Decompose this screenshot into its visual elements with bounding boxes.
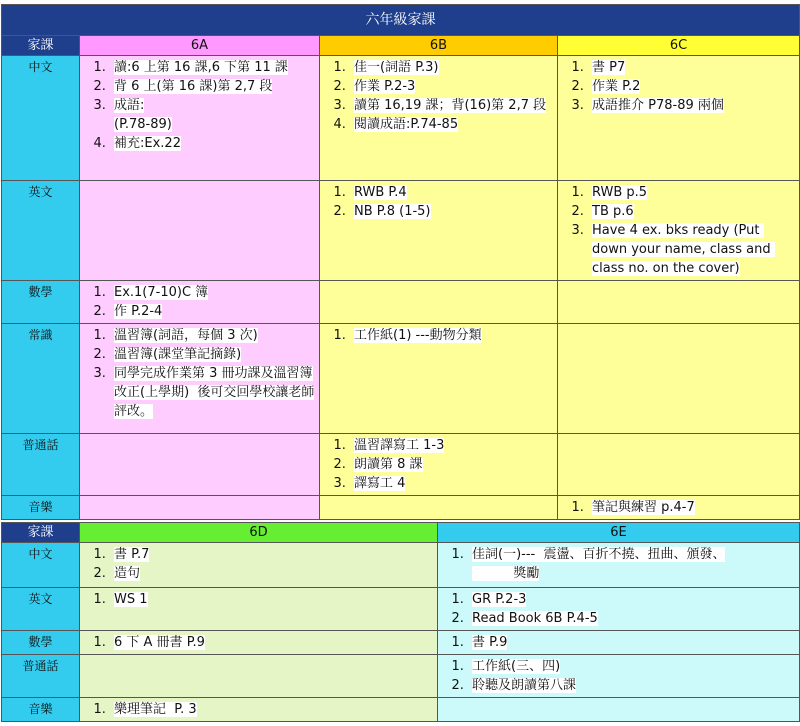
homework-item-text: 作業 P.2 xyxy=(592,79,641,94)
homework-item xyxy=(468,676,795,695)
subject-label: 英文 xyxy=(2,181,80,281)
subject-label: 數學 xyxy=(2,631,80,655)
homework-item-text: 佳一(詞語 P.3) xyxy=(354,60,439,75)
corner-label-2: 家課 xyxy=(2,523,80,543)
homework-item xyxy=(110,283,315,302)
subject-label: 普通話 xyxy=(2,655,80,698)
homework-list xyxy=(558,496,799,519)
homework-item-text: 造句 xyxy=(114,566,141,581)
homework-item-text: Ex.1(7-10)C 簿 xyxy=(114,285,209,300)
homework-item xyxy=(110,564,433,583)
subject-label: 數學 xyxy=(2,281,80,324)
homework-item-text: RWB P.4 xyxy=(354,185,407,200)
homework-item-text: 6 下 A 冊書 P.9 xyxy=(114,635,205,650)
homework-item xyxy=(468,633,795,652)
homework-item xyxy=(110,590,433,609)
homework-item-text: 補充:Ex.22 xyxy=(114,136,181,151)
homework-item-text: 筆記與練習 p.4-7 xyxy=(592,500,695,515)
homework-list xyxy=(80,588,437,611)
homework-cell-6a xyxy=(80,496,320,520)
homework-cell-6a xyxy=(80,56,320,181)
homework-row xyxy=(2,281,800,324)
homework-row xyxy=(2,631,800,655)
homework-list xyxy=(558,56,799,117)
homework-item xyxy=(350,115,553,134)
homework-item xyxy=(110,96,315,134)
homework-item-text: 工作紙(三、四) xyxy=(472,659,561,674)
homework-item-text: Have 4 ex. bks ready (Put down your name, class and class no. on the cover) xyxy=(592,223,775,276)
homework-list xyxy=(438,543,799,585)
subject-label: 音樂 xyxy=(2,698,80,722)
homework-cell-6d xyxy=(80,698,438,722)
homework-item xyxy=(468,609,795,628)
homework-item xyxy=(588,221,795,278)
homework-item-text: NB P.8 (1-5) xyxy=(354,204,431,219)
class-header-6d: 6D xyxy=(80,523,438,543)
homework-cell-6c xyxy=(558,56,800,181)
homework-item xyxy=(110,545,433,564)
homework-item xyxy=(110,58,315,77)
homework-row xyxy=(2,181,800,281)
homework-item xyxy=(350,474,553,493)
homework-cell-6e xyxy=(438,588,800,631)
homework-item xyxy=(110,364,315,421)
homework-item-text: 成語: (P.78-89) xyxy=(114,98,172,132)
homework-item-text: 工作紙(1) ---動物分類 xyxy=(354,328,482,343)
homework-list xyxy=(80,543,437,585)
homework-list xyxy=(438,655,799,697)
homework-item xyxy=(350,77,553,96)
subject-label: 音樂 xyxy=(2,496,80,520)
class-header-6a: 6A xyxy=(80,36,320,56)
homework-cell-6b xyxy=(320,281,558,324)
homework-list xyxy=(80,281,319,323)
homework-list xyxy=(80,56,319,155)
homework-cell-6e xyxy=(438,655,800,698)
homework-item xyxy=(350,96,553,115)
homework-table-1 xyxy=(1,4,800,520)
homework-item xyxy=(350,455,553,474)
homework-cell-6c xyxy=(558,281,800,324)
homework-item xyxy=(468,590,795,609)
homework-item-text: 作 P.2-4 xyxy=(114,304,163,319)
homework-cell-6a xyxy=(80,434,320,496)
class-header-6c: 6C xyxy=(558,36,800,56)
homework-item xyxy=(588,77,795,96)
homework-item-text: TB p.6 xyxy=(592,204,634,219)
homework-row xyxy=(2,588,800,631)
homework-cell-6c xyxy=(558,181,800,281)
homework-item xyxy=(350,436,553,455)
class-header-6e: 6E xyxy=(438,523,800,543)
homework-item-text: 溫習簿(課堂筆記摘錄) xyxy=(114,347,242,362)
homework-item xyxy=(110,326,315,345)
homework-cell-6d xyxy=(80,588,438,631)
homework-item xyxy=(110,134,315,153)
homework-cell-6a xyxy=(80,324,320,434)
subject-label: 中文 xyxy=(2,543,80,588)
homework-row xyxy=(2,56,800,181)
homework-cell-6d xyxy=(80,655,438,698)
homework-item-text: 聆聽及朗讀第八課 xyxy=(472,678,577,693)
homework-list xyxy=(438,588,799,630)
homework-item xyxy=(350,58,553,77)
homework-cell-6d xyxy=(80,631,438,655)
corner-label: 家課 xyxy=(2,36,80,56)
homework-item-text: 成語推介 P78-89 兩個 xyxy=(592,98,724,113)
homework-item-text: 溫習譯寫工 1-3 xyxy=(354,438,445,453)
homework-list xyxy=(558,181,799,280)
homework-row xyxy=(2,655,800,698)
homework-row xyxy=(2,543,800,588)
homework-item xyxy=(468,545,795,583)
homework-item-text: 書 P.9 xyxy=(472,635,508,650)
homework-item-text: 背 6 上(第 16 課)第 2,7 段 xyxy=(114,79,273,94)
homework-item xyxy=(588,58,795,77)
homework-cell-6b xyxy=(320,56,558,181)
page-title: 六年級家課 xyxy=(2,5,800,36)
homework-item xyxy=(588,183,795,202)
homework-table-2 xyxy=(1,522,800,722)
homework-item-text: 朗讀第 8 課 xyxy=(354,457,423,472)
homework-row xyxy=(2,496,800,520)
homework-item-text: 同學完成作業第 3 冊功課及溫習簿改正(上學期) 後可交回學校讓老師評改。 xyxy=(114,366,315,419)
homework-cell-6b xyxy=(320,181,558,281)
homework-item-text: RWB p.5 xyxy=(592,185,648,200)
homework-row xyxy=(2,698,800,722)
homework-item-text: Read Book 6B P.4-5 xyxy=(472,611,598,626)
subject-label: 普通話 xyxy=(2,434,80,496)
homework-item xyxy=(350,202,553,221)
homework-item-text: 溫習簿(詞語，每個 3 次) xyxy=(114,328,258,343)
homework-cell-6d xyxy=(80,543,438,588)
homework-cell-6c xyxy=(558,324,800,434)
homework-item-text: 樂理筆記 P. 3 xyxy=(114,702,197,717)
homework-item-text: 書 P.7 xyxy=(114,547,150,562)
homework-cell-6e xyxy=(438,698,800,722)
homework-cell-6e xyxy=(438,543,800,588)
homework-cell-6e xyxy=(438,631,800,655)
homework-list xyxy=(320,324,557,347)
homework-item-text: 佳詞(一)--- 震盪、百折不撓、扭曲、頒發、 獎勵 xyxy=(472,547,726,581)
subject-label: 中文 xyxy=(2,56,80,181)
homework-item-text: GR P.2-3 xyxy=(472,592,527,607)
homework-cell-6b xyxy=(320,324,558,434)
homework-item xyxy=(350,326,553,345)
homework-item-text: 書 P7 xyxy=(592,60,626,75)
homework-item xyxy=(588,498,795,517)
homework-list xyxy=(80,698,437,721)
homework-row xyxy=(2,434,800,496)
homework-item xyxy=(588,202,795,221)
homework-cell-6b xyxy=(320,496,558,520)
homework-item xyxy=(468,657,795,676)
homework-item xyxy=(110,633,433,652)
homework-item-text: 讀第 16,19 課；背(16)第 2,7 段 xyxy=(354,98,547,113)
homework-item xyxy=(110,77,315,96)
homework-item xyxy=(110,345,315,364)
homework-item-text: 作業 P.2-3 xyxy=(354,79,416,94)
subject-label: 常識 xyxy=(2,324,80,434)
homework-item-text: 閱讀成語:P.74-85 xyxy=(354,117,459,132)
homework-cell-6c xyxy=(558,434,800,496)
homework-item-text: 譯寫工 4 xyxy=(354,476,406,491)
homework-item xyxy=(350,183,553,202)
homework-item-text: 讀:6 上第 16 課,6 下第 11 課 xyxy=(114,60,288,75)
homework-cell-6b xyxy=(320,434,558,496)
homework-cell-6c xyxy=(558,496,800,520)
homework-item-text: WS 1 xyxy=(114,592,148,607)
homework-list xyxy=(320,56,557,136)
homework-cell-6a xyxy=(80,181,320,281)
homework-list xyxy=(438,631,799,654)
homework-item xyxy=(588,96,795,115)
homework-row xyxy=(2,324,800,434)
homework-list xyxy=(320,434,557,495)
homework-list xyxy=(80,631,437,654)
homework-item xyxy=(110,302,315,321)
class-header-6b: 6B xyxy=(320,36,558,56)
subject-label: 英文 xyxy=(2,588,80,631)
homework-item xyxy=(110,700,433,719)
homework-list xyxy=(80,324,319,423)
homework-list xyxy=(320,181,557,223)
homework-cell-6a xyxy=(80,281,320,324)
